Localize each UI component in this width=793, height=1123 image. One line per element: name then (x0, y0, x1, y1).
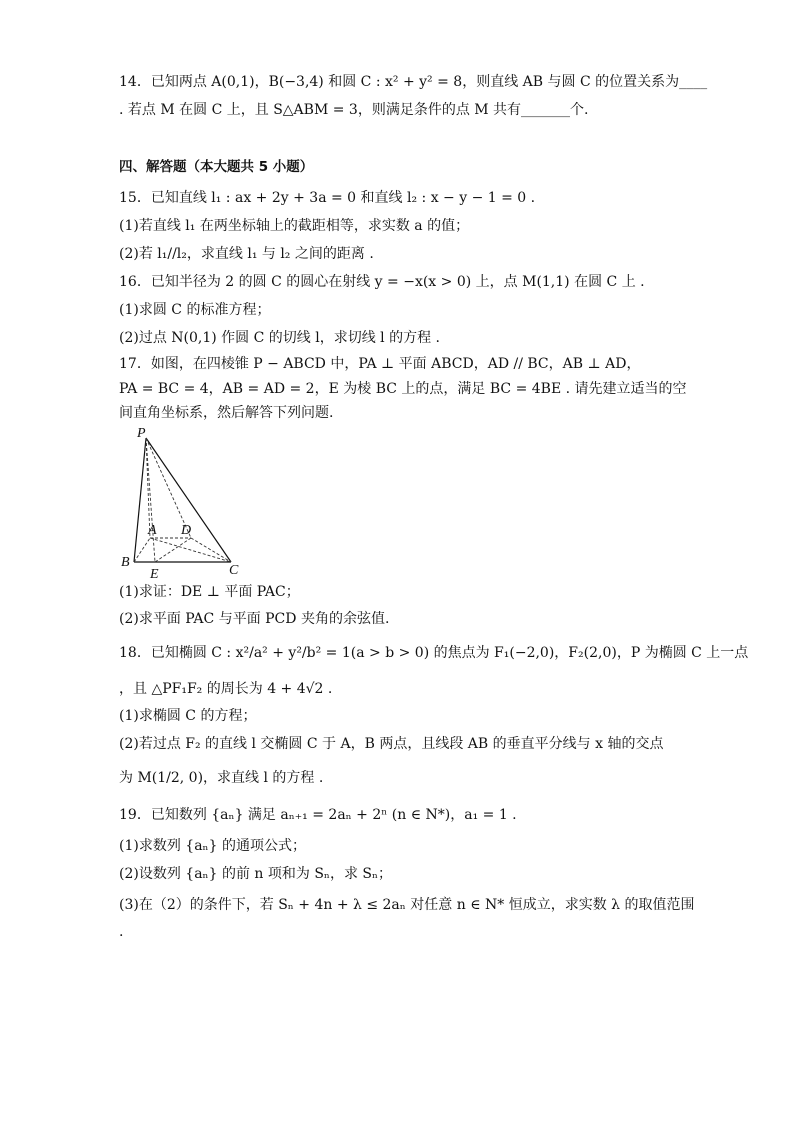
edge-PE (146, 438, 155, 562)
edge-PC (146, 438, 231, 562)
q17-line3: 间直角坐标系，然后解答下列问题. (119, 405, 334, 421)
q14-line1: 14．已知两点 A(0,1)，B(−3,4) 和圆 C : x² + y² = 8，则直线 AB 与圆 C 的位置关系为____ (119, 74, 708, 90)
q19-stem: 19．已知数列 {aₙ} 满足 aₙ₊₁ = 2aₙ + 2ⁿ (n ∈ N*)，a₁ = 1 . (119, 807, 517, 823)
pyramid-figure (119, 424, 249, 584)
q17-part1: (1)求证：DE ⊥ 平面 PAC； (119, 584, 300, 600)
edge-PB (134, 438, 146, 562)
q17-line1: 17．如图，在四棱锥 P − ABCD 中，PA ⊥ 平面 ABCD，AD // BC，AB ⊥ AD， (119, 356, 641, 372)
label-C: C (229, 563, 239, 578)
q19-part2: (2)设数列 {aₙ} 的前 n 项和为 Sₙ，求 Sₙ； (119, 866, 393, 882)
q19-part3a: (3)在（2）的条件下，若 Sₙ + 4n + λ ≤ 2aₙ 对任意 n ∈ N* 恒成立，求实数 λ 的取值范围 (119, 897, 695, 913)
label-D: D (181, 523, 192, 538)
q14-line2: . 若点 M 在圆 C 上，且 S△ABM = 3，则满足条件的点 M 共有_______个. (119, 102, 589, 118)
q16-stem: 16．已知半径为 2 的圆 C 的圆心在射线 y = −x(x > 0) 上，点 M(1,1) 在圆 C 上 . (119, 274, 645, 290)
q19-part1: (1)求数列 {aₙ} 的通项公式； (119, 838, 306, 854)
edge-AC (150, 538, 231, 562)
q18-part2a: (2)若过点 F₂ 的直线 l 交椭圆 C 于 A，B 两点，且线段 AB 的垂直平分线与 x 轴的交点 (119, 736, 664, 752)
label-P: P (137, 426, 146, 441)
q15-part1: (1)若直线 l₁ 在两坐标轴上的截距相等，求实数 a 的值； (119, 218, 470, 234)
q18-part2b: 为 M(1/2, 0)，求直线 l 的方程 . (119, 770, 324, 786)
q17-part2: (2)求平面 PAC 与平面 PCD 夹角的余弦值. (119, 611, 390, 627)
q15-part2: (2)若 l₁//l₂，求直线 l₁ 与 l₂ 之间的距离 . (119, 246, 374, 262)
q17-line2: PA = BC = 4，AB = AD = 2，E 为棱 BC 上的点，满足 BC = 4BE . 请先建立适当的空 (119, 381, 687, 397)
q16-part2: (2)过点 N(0,1) 作圆 C 的切线 l，求切线 l 的方程 . (119, 330, 440, 346)
label-B: B (121, 555, 130, 570)
q19-part3b: . (119, 924, 124, 940)
q18-part1: (1)求椭圆 C 的方程； (119, 708, 257, 724)
edge-DC (191, 538, 231, 562)
section-heading: 四、解答题（本大题共 5 小题） (119, 159, 314, 175)
label-E: E (150, 567, 159, 582)
label-A: A (148, 523, 157, 538)
q18-line2: ，且 △PF₁F₂ 的周长为 4 + 4√2 . (119, 681, 333, 697)
pyramid-diagram (119, 424, 249, 584)
edge-DE (155, 538, 191, 562)
q18-line1: 18．已知椭圆 C : x²/a² + y²/b² = 1(a > b > 0) 的焦点为 F₁(−2,0)，F₂(2,0)，P 为椭圆 C 上一点 (119, 645, 749, 661)
q15-stem: 15．已知直线 l₁ : ax + 2y + 3a = 0 和直线 l₂ : x − y − 1 = 0 . (119, 190, 536, 206)
q16-part1: (1)求圆 C 的标准方程； (119, 302, 271, 318)
